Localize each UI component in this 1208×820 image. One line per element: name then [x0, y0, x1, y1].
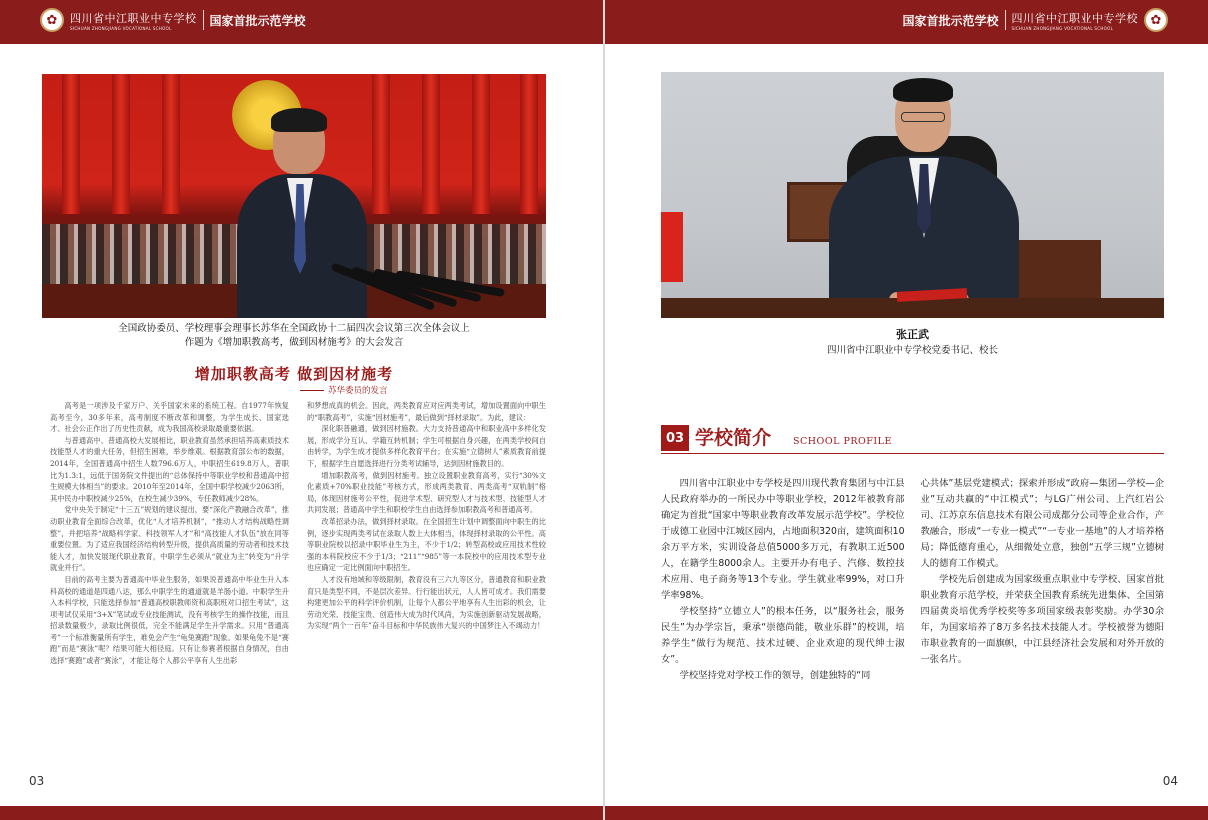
- school-emblem-icon: ✿: [1144, 8, 1168, 32]
- profile-paragraph: 心共体”基层党建模式；探索并形成“政府—集团—学校—企业”互动共赢的“中江模式”；与LG广州公司、上汽红岩公司、江苏京东信息技术有限公司成都分公司等企业合作，产教融合，形成“一专业一模式”“一专业一基地”的人才培养格局；降低德育重心，从细微处立意，独创“五学三规”立德树人的德育工作模式。: [920, 478, 1164, 569]
- bottom-bar: [0, 806, 603, 820]
- photo-caption-line2: 作题为《增加职教高考，做到因材施考》的大会发言: [184, 337, 404, 348]
- red-curtain: [162, 74, 180, 214]
- article-title: 增加职教高考 做到因材施考: [194, 365, 394, 383]
- bottom-bar: [605, 806, 1208, 820]
- photo-caption: [42, 322, 546, 350]
- portrait-title: 四川省中江职业中专学校党委书记、校长: [826, 345, 998, 356]
- red-curtain: [422, 74, 440, 214]
- profile-paragraph: 学校坚持党对学校工作的领导，创建独特的“同: [679, 670, 871, 681]
- section-rule: [661, 453, 1164, 454]
- portrait-name: 张正武: [896, 328, 929, 341]
- microphone-icon: [332, 262, 532, 318]
- flag-icon: [661, 212, 683, 282]
- page-number: 04: [1162, 774, 1178, 788]
- section-number: 03: [661, 425, 689, 451]
- principal-portrait-photo: [661, 72, 1164, 318]
- header-divider: [1005, 10, 1006, 30]
- header-divider: [203, 10, 204, 30]
- header-logo-group: [902, 8, 1168, 32]
- school-name-en: SICHUAN ZHONGJIANG VOCATIONAL SCHOOL: [1011, 25, 1114, 31]
- byline-text: 苏华委员的发言: [328, 386, 388, 396]
- profile-paragraph: 四川省中江职业中专学校是四川现代教育集团与中江县人民政府举办的一所民办中等职业学校，2012年被教育部确定为首批“国家中等职业教育改革发展示范学校”。学校位于成德工业园中江城区园内，占地面积320亩，建筑面积10余万平方米，实训设备总值5000多万元，有教职工近500人，在籍学生8000余人。主要开办有电子、汽修、数控技术应用、电子商务等13个专业。学生就业率99%，对口升学率98%。: [661, 478, 905, 601]
- header-tag: 国家首批示范学校: [209, 13, 306, 28]
- article-column-1: [50, 400, 289, 790]
- section-title: 学校简介: [695, 427, 772, 449]
- article-paragraph: 党中央关于制定“十三五”规划的建议提出，要“深化产教融合改革”，推动职业教育全面综合改革，优化“人才培养机制”，“推动人才结构战略性调整”，并把培养“战略科学家、科技领军人才”和“高技能人才队伍”放在同等重要位置。为了适应我国经济结构转型升级，提供高质量的劳动者和技术技能人才，加快发展现代职业教育，中职学生必须从“就业为主”转变为“升学就业并行”。: [50, 505, 289, 573]
- article-paragraph: 人才没有地域和等级限制，教育没有三六九等区分，普通教育和职业教育只是类型不同，不是层次差异。行行能出状元，人人皆可成才。我们需要构建更加公平的科学评价机制，让每个人都公平地享有人生出彩的机会，让劳动光荣、技能宝贵、创造伟大成为时代风尚，为实施创新驱动发展战略，为实现“两个一百年”奋斗目标和中华民族伟大复兴的中国梦注入不竭动力！: [307, 574, 546, 631]
- red-curtain: [62, 74, 80, 214]
- red-curtain: [472, 74, 490, 214]
- article-byline: [300, 384, 388, 396]
- red-curtain: [372, 74, 390, 214]
- left-page: [0, 0, 603, 820]
- school-name-en: SICHUAN ZHONGJIANG VOCATIONAL SCHOOL: [70, 25, 172, 31]
- top-header-bar: [605, 0, 1208, 44]
- article-paragraph: 改革招录办法，做到择材录取。在全国招生计划中调整面向中职生的比例，逐步实现两类考试在录取人数上大体相当，体现择材录取的公平性。高等职业院校以招录中职毕业生为主，不少于1/2；转型高校或应用技术性较强的本科院校应不少于1/3；“211”“985”等一本院校中的应用技术型专业也应确定一定比例面向中职招生。: [307, 516, 546, 573]
- red-curtain: [112, 74, 130, 214]
- header-tag: 国家首批示范学校: [902, 13, 999, 28]
- school-name-cn: 四川省中江职业中专学校: [1011, 11, 1138, 25]
- top-header-bar: [0, 0, 603, 44]
- school-emblem-icon: ✿: [40, 8, 64, 32]
- profile-column-1: [661, 476, 905, 716]
- section-header: [661, 425, 1164, 453]
- profile-paragraph: 学校先后创建成为国家级重点职业中专学校、国家首批职业教育示范学校，并荣获全国教育系统先进集体、全国第四届黄炎培优秀学校奖等多项国家级表彰奖励。办学30余年，为国家培养了8万多名技术技能人才。学校被誉为德阳市职业教育的一面旗帜，中江县经济社会发展和对外开放的一张名片。: [920, 574, 1164, 665]
- article-body: [50, 400, 546, 790]
- article-paragraph: 目前的高考主要为普通高中毕业生服务，如果说普通高中毕业生升入本科高校的通道是四通八达，那么中职学生的通道就是羊肠小道。中职学生升入本科学校，只能选择参加“普通高校职教师资和高职班对口招生考试”，这项考试仅采用“3+X”笔试或专业技能测试，没有考核学生的操作技能，而且招录数量极少，录取比例很低，完全不能满足学生升学需求。只用“普通高考”一个标准衡量所有学生，难免会产生“龟兔赛跑”现象。如果龟兔不是“赛跑”而是“赛泳”呢？结果可能大相径庭。只有让参赛者根据自身情况，自由选择“赛跑”或者“赛泳”，才能让每个人都公平享有人生出彩: [50, 574, 289, 666]
- page-number: 03: [29, 774, 45, 788]
- school-profile-body: [661, 476, 1164, 716]
- photo-caption-line1: 全国政协委员、学校理事会理事长苏华在全国政协十二届四次会议第三次全体会议上: [118, 323, 470, 334]
- byline-dash: [300, 390, 324, 391]
- school-name-block: [70, 10, 197, 31]
- header-logo-group: [40, 8, 306, 32]
- principal-figure: [829, 82, 1019, 318]
- profile-paragraph: 学校坚持“立德立人”的根本任务，以“服务社会，服务民生”为办学宗旨，秉承“崇德尚能，敬业乐群”的校训，培养学生“做行为规范、技术过硬、企业欢迎的现代绅士淑女”。: [661, 606, 905, 665]
- article-paragraph: 和梦想成真的机会。因此，两类教育应对应两类考试，增加设置面向中职生的“职教高考”，实施“因材施考”，最后做到“择材录取”。为此，建议：: [307, 401, 546, 422]
- school-name-cn: 四川省中江职业中专学校: [70, 11, 197, 25]
- article-paragraph: 与普通高中、普通高校大发展相比，职业教育虽然承担培养高素质技术技能型人才的重大任务，但招生困难，举步维艰。根据教育部公布的数据，2014年，全国普通高中招生人数796.6万人，中职招生619.8万人，普职比为1.3:1，远低于国务院文件提出的“总体保持中等职业学校和普通高中招生规模大体相当”的要求。2010年至2014年，全国中职学校减少2063所，其中民办中职校减少25%，在校生减少39%，专任教师减少28%。: [50, 435, 289, 503]
- conference-speech-photo: [42, 74, 546, 318]
- article-paragraph: 增加职教高考，做到因材施考。独立设置职业教育高考，实行“30%文化素质+70%职业技能”考核方式，形成两类教育、两类高考“双轨制”格局，体现因材施考公平性，促进学术型、研究型人才与技术型、技能型人才共同发展；普通高中学生和职校学生自由选择参加职教高考和普通高考。: [307, 470, 546, 515]
- red-curtain: [520, 74, 538, 214]
- article-paragraph: 深化职普融通，做到因材施教。大力支持普通高中和职业高中多样化发展，形成学分互认、学籍互转机制；学生可根据自身兴趣，在两类学校间自由转学，为学生成才提供多样化教育平台；在实施“立德树人”素质教育前提下，根据学生自愿选择进行分类考试辅导，达到因材施教目的。: [307, 424, 546, 468]
- school-name-block: [1012, 10, 1139, 31]
- article-column-2: [307, 400, 546, 790]
- article-paragraph: 高考是一项涉及千家万户、关乎国家未来的系统工程。自1977年恢复高考至今，30多年来，高考制度不断改革和调整，为学生成长、国家选才、社会公正作出了历史性贡献，成为我国高校录取最重要依据。: [50, 401, 289, 434]
- section-title-en: SCHOOL PROFILE: [793, 436, 892, 447]
- profile-column-2: [921, 476, 1165, 716]
- right-page: [605, 0, 1208, 820]
